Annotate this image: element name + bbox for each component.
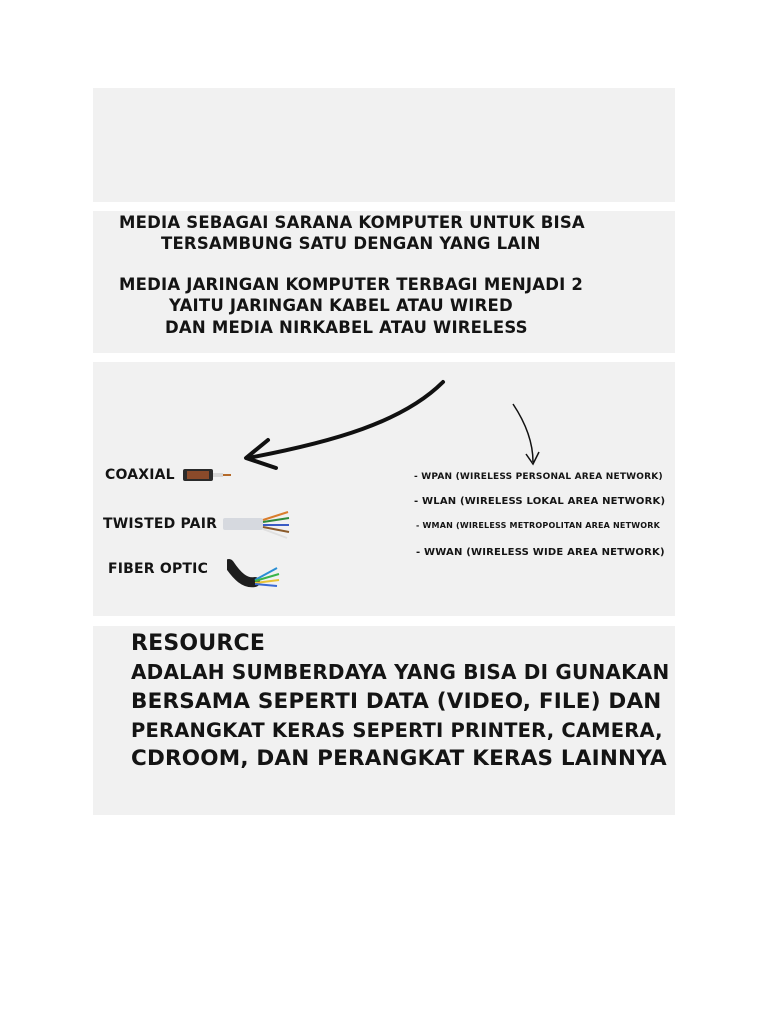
resource-line-1: ADALAH SUMBERDAYA YANG BISA DI GUNAKAN [131,660,670,684]
coaxial-cable-icon [183,466,233,486]
media-line-3: MEDIA JARINGAN KOMPUTER TERBAGI MENJADI 2 [119,275,584,294]
media-line-4: YAITU JARINGAN KABEL ATAU WIRED [169,296,513,315]
definition-line-2 [93,123,675,147]
media-line-5: DAN MEDIA NIRKABEL ATAU WIRELESS [165,318,528,337]
wired-label-twisted-pair: TWISTED PAIR [103,516,218,532]
twisted-pair-cable-icon [223,508,293,544]
resource-line-4: CDROOM, DAN PERANGKAT KERAS LAINNYA [131,746,667,771]
definition-panel [93,88,675,202]
media-panel [93,211,675,353]
wired-arrow-line [248,382,443,458]
arrows-drawing [93,362,675,616]
definition-line-1 [93,101,675,125]
definition-line-4 [93,167,675,191]
wireless-arrow-line [513,404,533,462]
wireless-item-wman: - WMAN (WIRELESS METROPOLITAN AREA NETWORK [416,521,661,530]
wired-label-coaxial: COAXIAL [105,467,175,483]
wireless-item-wlan: - WLAN (WIRELESS LOKAL AREA NETWORK) [414,496,666,507]
resource-line-3: PERANGKAT KERAS SEPERTI PRINTER, CAMERA, [131,719,663,742]
resource-heading: RESOURCE [131,631,266,656]
resource-line-2: BERSAMA SEPERTI DATA (VIDEO, FILE) DAN [131,689,662,714]
fiber-optic-cable-icon [227,556,283,592]
resource-panel [93,626,675,815]
wired-label-fiber-optic: FIBER OPTIC [108,561,209,577]
wireless-item-wpan: - WPAN (WIRELESS PERSONAL AREA NETWORK) [414,472,663,482]
media-line-2: TERSAMBUNG SATU DENGAN YANG LAIN [161,234,541,253]
definition-line-3 [93,145,675,169]
wireless-item-wwan: - WWAN (WIRELESS WIDE AREA NETWORK) [416,547,665,558]
media-line-1: MEDIA SEBAGAI SARANA KOMPUTER UNTUK BISA [119,213,585,232]
media-types-panel [93,362,675,616]
